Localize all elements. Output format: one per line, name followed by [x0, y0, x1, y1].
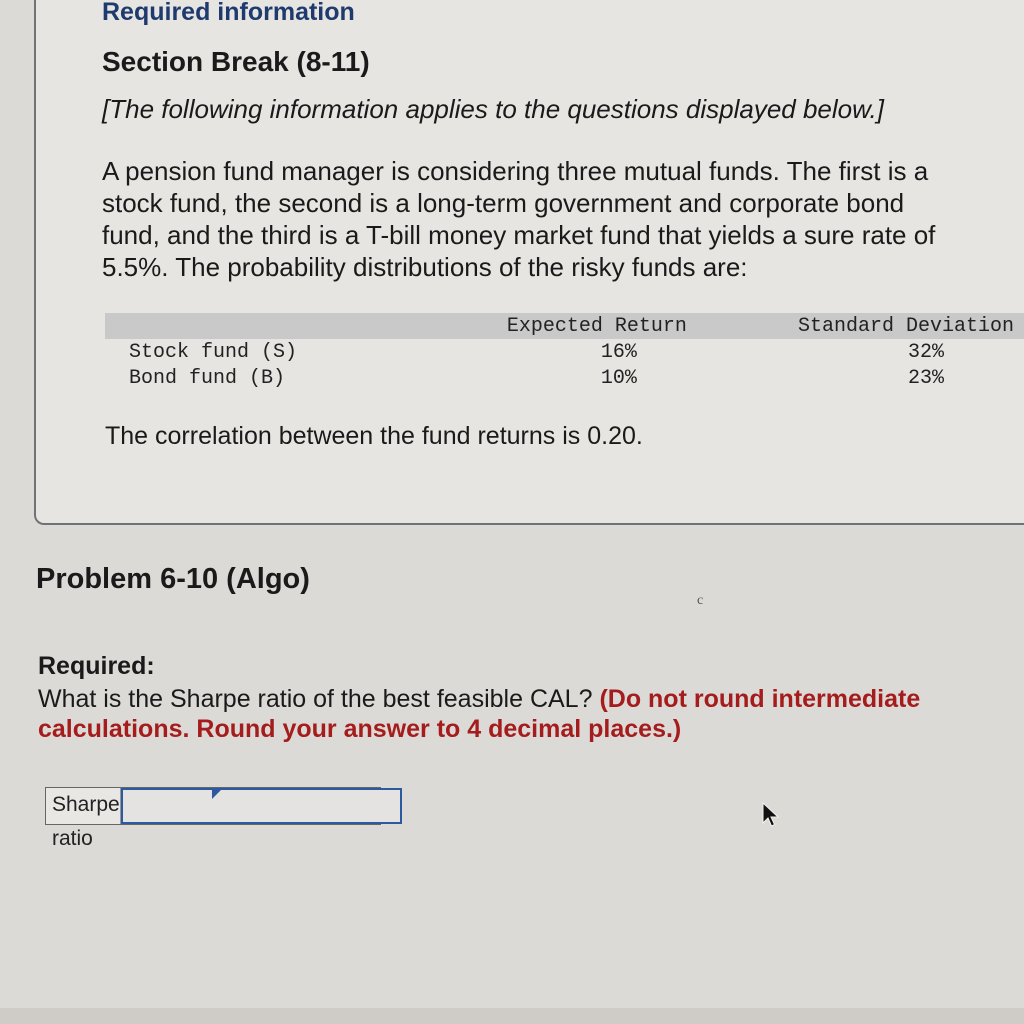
table-header-row	[105, 313, 1024, 339]
expected-return-cell: 16%	[600, 340, 637, 364]
fund-name-cell: Stock fund (S)	[129, 340, 298, 364]
problem-title: Problem 6-10 (Algo)	[36, 563, 310, 595]
sharpe-ratio-input[interactable]	[121, 788, 402, 824]
required-information-heading: Required information	[102, 0, 355, 26]
intro-paragraph: A pension fund manager is considering three mutual funds. The first is a stock fund, the second is a long-term government and corporate bond fund, and the third is a T-bill money market fund that yields a sure rate of 5.5%. The probability distributions of the risky funds are:	[102, 156, 936, 282]
mouse-pointer-icon	[762, 802, 780, 828]
rounding-instruction: (Do not round intermediate calculations. Round your answer to 4 decimal places.)	[38, 685, 921, 743]
question-prompt: What is the Sharpe ratio of the best feasible CAL?	[38, 685, 593, 713]
bottom-bezel	[0, 1008, 1024, 1024]
section-break-heading: Section Break (8-11)	[102, 46, 370, 77]
sharpe-ratio-label: Sharpe ratio	[46, 788, 121, 824]
correlation-statement: The correlation between the fund returns is 0.20.	[105, 422, 643, 450]
required-label: Required:	[38, 652, 155, 680]
table-row	[105, 365, 1024, 391]
expected-return-cell: 10%	[600, 366, 637, 390]
stray-mark: c	[697, 593, 704, 608]
standard-deviation-cell: 23%	[907, 366, 944, 390]
table-header-standard-deviation: Standard Deviation	[797, 314, 1014, 338]
table-header-fund	[105, 313, 459, 339]
fund-name-cell: Bond fund (B)	[129, 366, 286, 390]
input-flag-icon	[212, 789, 222, 799]
fund-distribution-table	[105, 313, 1024, 391]
applies-note: [The following information applies to the questions displayed below.]	[102, 94, 884, 124]
table-header-expected-return: Expected Return	[506, 314, 687, 338]
standard-deviation-cell: 32%	[907, 340, 944, 364]
table-row	[105, 339, 1024, 365]
question-text	[38, 684, 998, 744]
